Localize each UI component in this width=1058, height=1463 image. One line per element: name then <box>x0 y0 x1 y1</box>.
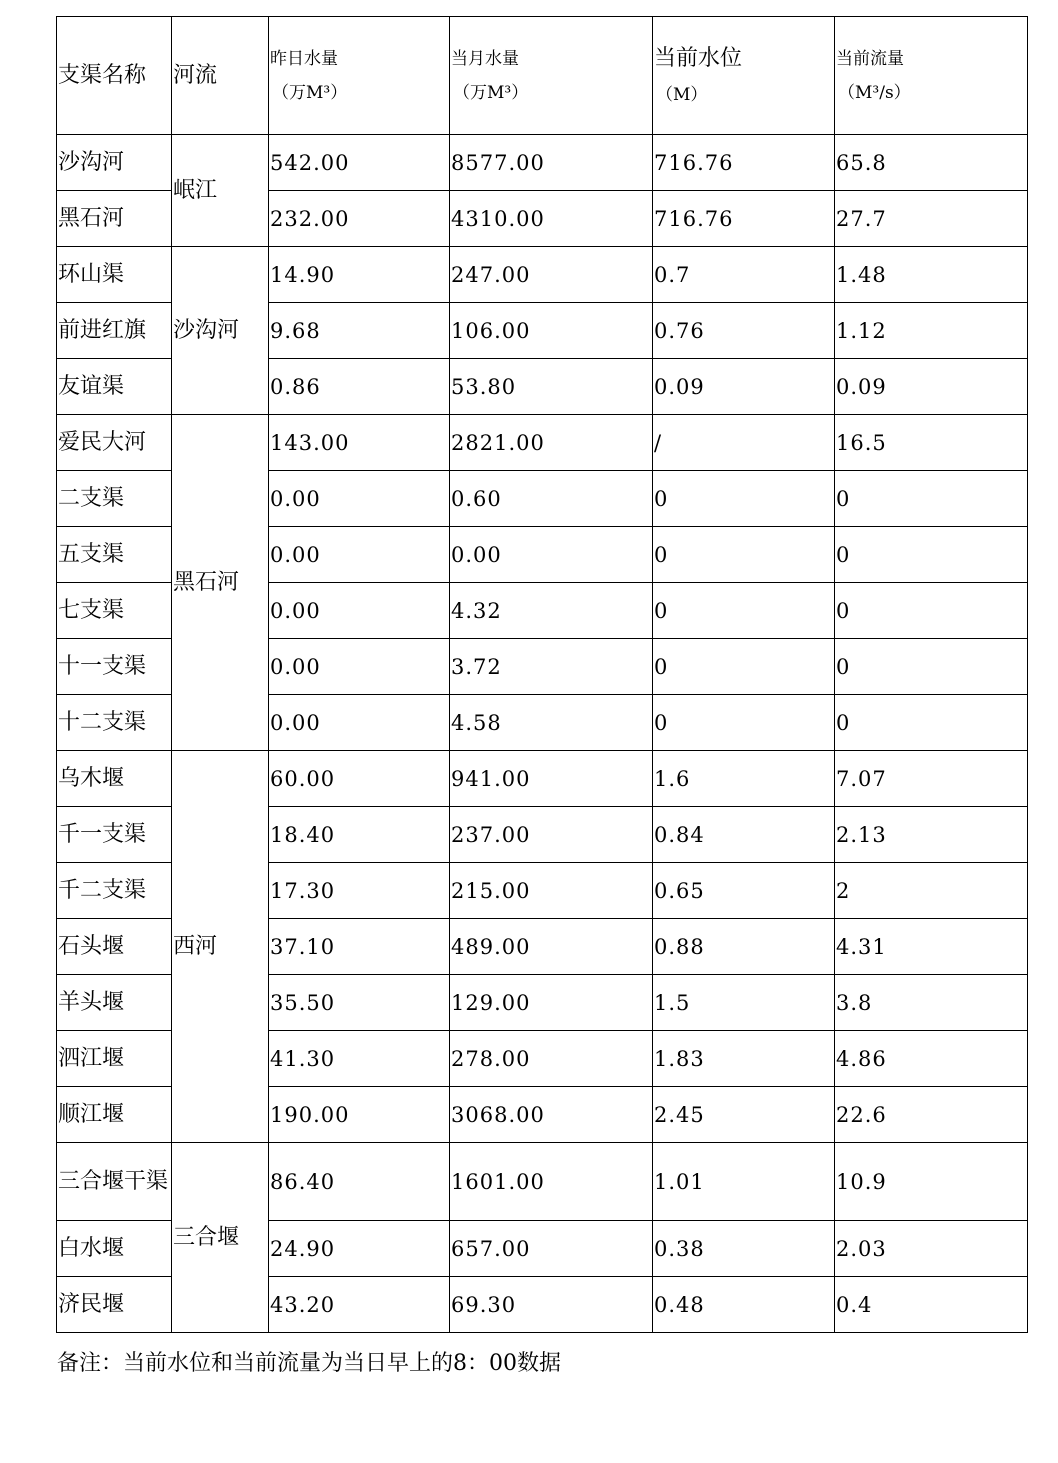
cell-yesterday: 0.00 <box>269 695 450 751</box>
cell-yesterday: 143.00 <box>269 415 450 471</box>
cell-yesterday: 232.00 <box>269 191 450 247</box>
cell-month: 3.72 <box>450 639 653 695</box>
table-row <box>57 135 1028 191</box>
cell-flow: 10.9 <box>835 1143 1028 1221</box>
cell-yesterday: 0.00 <box>269 583 450 639</box>
cell-name: 二支渠 <box>57 471 172 527</box>
cell-month: 53.80 <box>450 359 653 415</box>
footnote: 备注：当前水位和当前流量为当日早上的8：00数据 <box>57 1351 561 1376</box>
cell-flow: 65.8 <box>835 135 1028 191</box>
cell-level: 0.88 <box>653 919 835 975</box>
cell-flow: 2.03 <box>835 1221 1028 1277</box>
cell-level: 0.09 <box>653 359 835 415</box>
cell-month: 0.00 <box>450 527 653 583</box>
cell-month: 69.30 <box>450 1277 653 1333</box>
cell-river: 黑石河 <box>172 415 269 751</box>
cell-month: 489.00 <box>450 919 653 975</box>
cell-flow: 0.4 <box>835 1277 1028 1333</box>
cell-month: 941.00 <box>450 751 653 807</box>
cell-month: 1601.00 <box>450 1143 653 1221</box>
cell-name: 十一支渠 <box>57 639 172 695</box>
cell-level: 716.76 <box>653 135 835 191</box>
cell-month: 657.00 <box>450 1221 653 1277</box>
cell-month: 129.00 <box>450 975 653 1031</box>
cell-name: 沙沟河 <box>57 135 172 191</box>
cell-yesterday: 18.40 <box>269 807 450 863</box>
cell-yesterday: 60.00 <box>269 751 450 807</box>
cell-level: 0.38 <box>653 1221 835 1277</box>
cell-yesterday: 41.30 <box>269 1031 450 1087</box>
cell-flow: 4.86 <box>835 1031 1028 1087</box>
cell-name: 友谊渠 <box>57 359 172 415</box>
cell-flow: 0 <box>835 695 1028 751</box>
cell-flow: 27.7 <box>835 191 1028 247</box>
cell-month: 4.32 <box>450 583 653 639</box>
cell-name: 三合堰干渠 <box>57 1143 172 1221</box>
cell-level: 716.76 <box>653 191 835 247</box>
cell-flow: 22.6 <box>835 1087 1028 1143</box>
cell-flow: 0 <box>835 527 1028 583</box>
cell-river: 三合堰 <box>172 1143 269 1333</box>
cell-flow: 1.48 <box>835 247 1028 303</box>
cell-yesterday: 9.68 <box>269 303 450 359</box>
cell-river: 西河 <box>172 751 269 1143</box>
cell-yesterday: 86.40 <box>269 1143 450 1221</box>
cell-level: 2.45 <box>653 1087 835 1143</box>
cell-level: 0.84 <box>653 807 835 863</box>
header-month: 当月水量 （万M³） <box>450 17 653 135</box>
cell-month: 3068.00 <box>450 1087 653 1143</box>
cell-name: 泗江堰 <box>57 1031 172 1087</box>
cell-level: 0.65 <box>653 863 835 919</box>
cell-yesterday: 37.10 <box>269 919 450 975</box>
cell-yesterday: 17.30 <box>269 863 450 919</box>
cell-level: 0 <box>653 583 835 639</box>
cell-month: 2821.00 <box>450 415 653 471</box>
cell-month: 106.00 <box>450 303 653 359</box>
cell-yesterday: 24.90 <box>269 1221 450 1277</box>
cell-river: 岷江 <box>172 135 269 247</box>
cell-name: 顺江堰 <box>57 1087 172 1143</box>
cell-month: 215.00 <box>450 863 653 919</box>
cell-name: 十二支渠 <box>57 695 172 751</box>
cell-yesterday: 0.00 <box>269 527 450 583</box>
cell-level: 0 <box>653 527 835 583</box>
cell-level: 0.76 <box>653 303 835 359</box>
cell-flow: 7.07 <box>835 751 1028 807</box>
cell-month: 237.00 <box>450 807 653 863</box>
cell-month: 4.58 <box>450 695 653 751</box>
cell-flow: 0 <box>835 583 1028 639</box>
cell-name: 七支渠 <box>57 583 172 639</box>
cell-level: 0 <box>653 695 835 751</box>
cell-name: 羊头堰 <box>57 975 172 1031</box>
header-river: 河流 <box>172 17 269 135</box>
cell-flow: 0 <box>835 471 1028 527</box>
cell-name: 千二支渠 <box>57 863 172 919</box>
cell-yesterday: 542.00 <box>269 135 450 191</box>
cell-yesterday: 14.90 <box>269 247 450 303</box>
cell-flow: 1.12 <box>835 303 1028 359</box>
cell-level: / <box>653 415 835 471</box>
cell-level: 0 <box>653 639 835 695</box>
cell-river: 沙沟河 <box>172 247 269 415</box>
cell-month: 0.60 <box>450 471 653 527</box>
cell-name: 爱民大河 <box>57 415 172 471</box>
cell-level: 0.7 <box>653 247 835 303</box>
cell-month: 8577.00 <box>450 135 653 191</box>
table-row <box>57 247 1028 303</box>
cell-flow: 4.31 <box>835 919 1028 975</box>
cell-flow: 2 <box>835 863 1028 919</box>
cell-month: 247.00 <box>450 247 653 303</box>
cell-yesterday: 35.50 <box>269 975 450 1031</box>
cell-name: 白水堰 <box>57 1221 172 1277</box>
cell-name: 五支渠 <box>57 527 172 583</box>
cell-level: 0.48 <box>653 1277 835 1333</box>
table-row <box>57 1143 1028 1221</box>
cell-name: 乌木堰 <box>57 751 172 807</box>
cell-name: 千一支渠 <box>57 807 172 863</box>
header-flow: 当前流量 （M³/s） <box>835 17 1028 135</box>
table-header-row <box>57 17 1028 135</box>
cell-month: 4310.00 <box>450 191 653 247</box>
cell-level: 1.01 <box>653 1143 835 1221</box>
cell-name: 济民堰 <box>57 1277 172 1333</box>
cell-level: 0 <box>653 471 835 527</box>
cell-yesterday: 0.86 <box>269 359 450 415</box>
table-row <box>57 751 1028 807</box>
cell-name: 前进红旗 <box>57 303 172 359</box>
cell-yesterday: 0.00 <box>269 471 450 527</box>
cell-level: 1.6 <box>653 751 835 807</box>
header-level: 当前水位 （M） <box>653 17 835 135</box>
cell-name: 石头堰 <box>57 919 172 975</box>
cell-month: 278.00 <box>450 1031 653 1087</box>
cell-yesterday: 0.00 <box>269 639 450 695</box>
table-row <box>57 415 1028 471</box>
cell-yesterday: 43.20 <box>269 1277 450 1333</box>
header-name: 支渠名称 <box>57 17 172 135</box>
cell-name: 环山渠 <box>57 247 172 303</box>
cell-yesterday: 190.00 <box>269 1087 450 1143</box>
header-yesterday: 昨日水量 （万M³） <box>269 17 450 135</box>
cell-flow: 3.8 <box>835 975 1028 1031</box>
cell-name: 黑石河 <box>57 191 172 247</box>
water-data-table <box>56 16 1028 1333</box>
cell-level: 1.83 <box>653 1031 835 1087</box>
cell-flow: 2.13 <box>835 807 1028 863</box>
cell-flow: 0.09 <box>835 359 1028 415</box>
cell-flow: 0 <box>835 639 1028 695</box>
cell-flow: 16.5 <box>835 415 1028 471</box>
cell-level: 1.5 <box>653 975 835 1031</box>
